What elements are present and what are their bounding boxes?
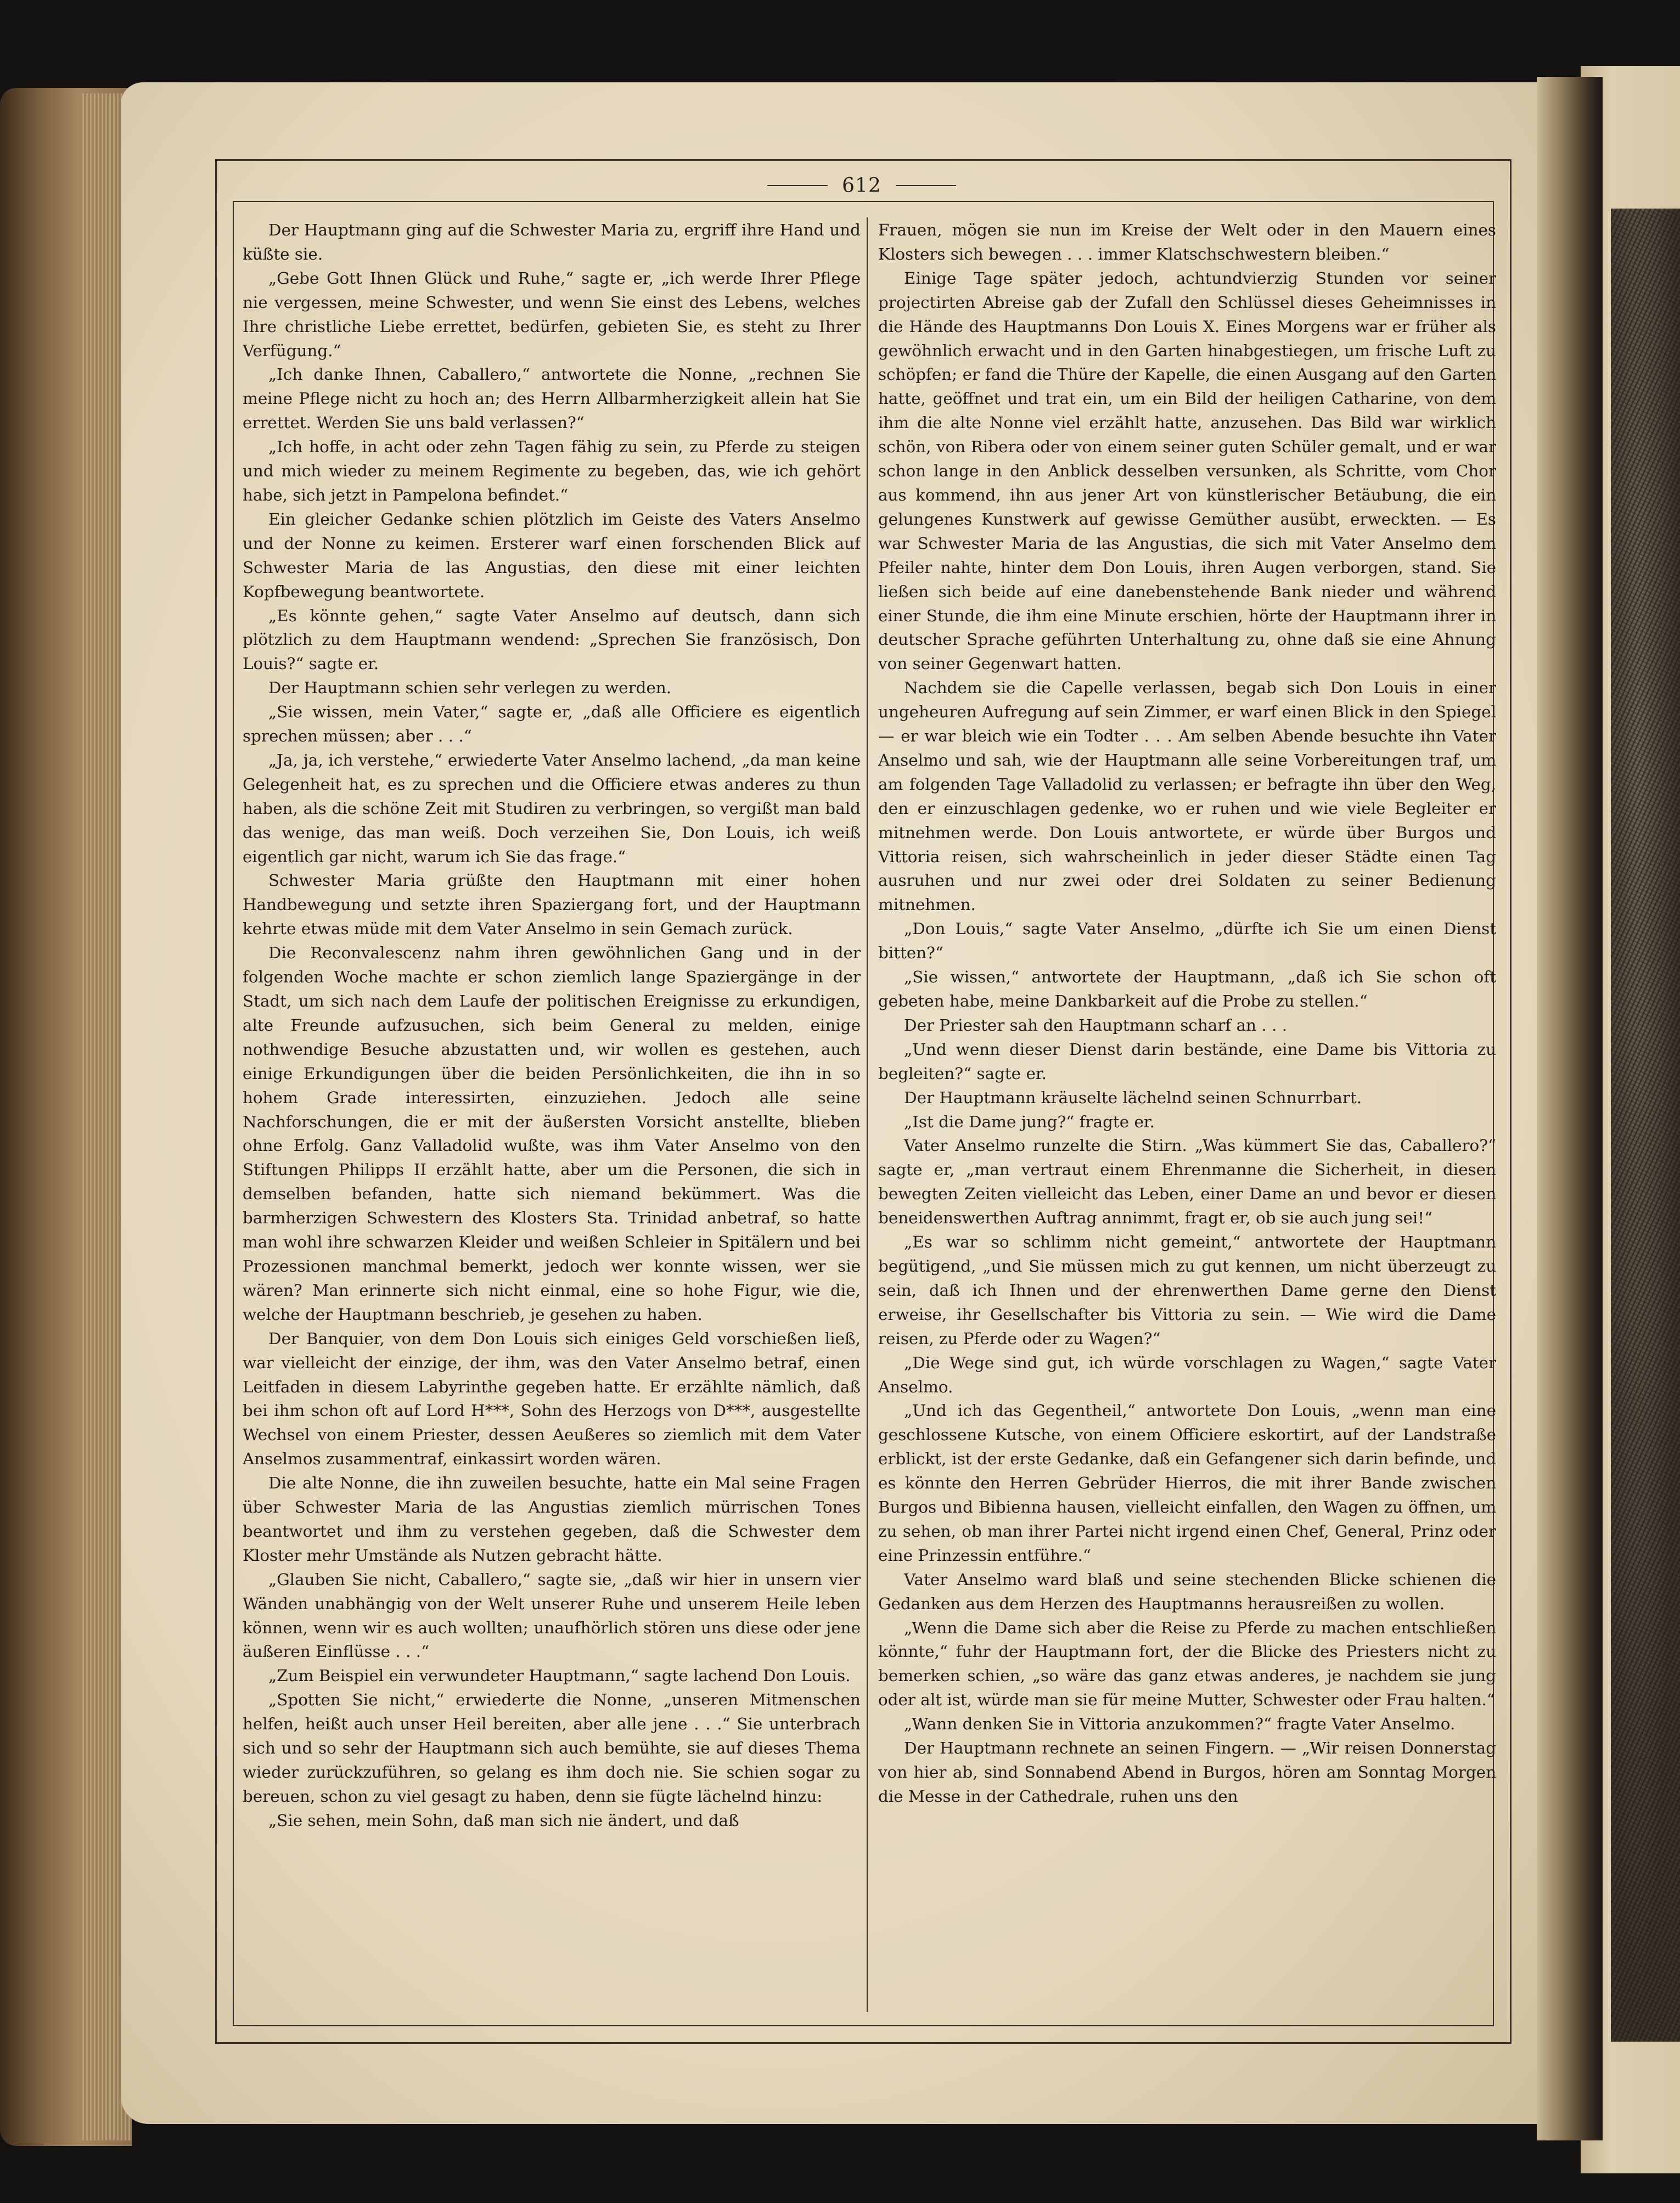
paragraph-continued: Frauen, mögen sie nun im Kreise der Welt oder in den Mauern eines Klosters sich bewegen . . . immer Klatschschwestern bleiben.“ [878,221,1496,263]
page-header [746,175,977,196]
paragraph: „Sie wissen,“ antwortete der Hauptmann, „daß ich Sie schon oft gebeten habe, meine Dankbarkeit auf die Probe zu stellen.“ [878,968,1496,1010]
paragraph: Schwester Maria grüßte den Hauptmann mit einer hohen Handbewegung und setzte ihren Spaziergang fort, und der Hauptmann kehrte etwas müde mit dem Vater Anselmo in sein Gemach zurück. [243,871,861,938]
header-rule-right [896,185,956,186]
paragraph: „Und ich das Gegentheil,“ antwortete Don Louis, „wenn man eine geschlossene Kutsche, von einem Officiere eskortirt, auf der Landstraße erblickt, ist der erste Gedanke, daß ein Gefangener sich darin befinde, und es könnte den Herren Gebrüder Hierros, die mit ihrer Bande zwischen Burgos und Bibienna hausen, vielleicht einfallen, den Wagen zu öffnen, um zu sehen, ob man ihrer Partei nicht irgend einen Chef, General, Prinz oder eine Prinzessin entführe.“ [878,1401,1496,1565]
text-column-right [878,218,1496,2013]
paragraph: Der Priester sah den Hauptmann scharf an . . . [904,1015,1288,1035]
paragraph: „Zum Beispiel ein verwundeter Hauptmann,“ sagte lachend Don Louis. [268,1666,851,1685]
page-number: 612 [842,174,881,197]
text-column-left [243,218,861,2013]
column-divider [867,217,868,2012]
paragraph: „Die Wege sind gut, ich würde vorschlagen zu Wagen,“ sagte Vater Anselmo. [878,1353,1496,1396]
engraving-illustration [1611,209,1680,2042]
paragraph: Nachdem sie die Capelle verlassen, begab sich Don Louis in einer ungeheuren Aufregung auf sein Zimmer, er warf einen Blick in den Spiegel — er war bleich wie ein Todter . . . Am selben Abende besuchte ihn Vater Anselmo und sah, wie der Hauptmann alle seine Vorbereitungen traf, um am folgenden Tage Valladolid zu verlassen; er befragte ihn über den Weg, den er einzuschlagen gedenke, wo er ruhen und wie viele Begleiter er mitnehmen werde. Don Louis antwortete, er würde über Burgos und Vittoria reisen, sich wahrscheinlich in jeder dieser Städte einen Tag ausruhen und nur zwei oder drei Soldaten zu seiner Bedienung mitnehmen. [878,678,1496,914]
paragraph: Der Hauptmann schien sehr verlegen zu werden. [268,678,672,698]
paragraph: „Ich danke Ihnen, Caballero,“ antwortete die Nonne, „rechnen Sie meine Pflege nicht zu hoch an; des Herrn Allbarmherzigkeit allein hat Sie errettet. Werden Sie uns bald verlassen?“ [243,365,861,432]
paragraph: Vater Anselmo runzelte die Stirn. „Was kümmert Sie das, Caballero?“ sagte er, „man vertraut einem Ehrenmanne die Sicherheit, in diesen bewegten Zeiten vielleicht das Leben, einer Dame an und bevor er diesen beneidenswerthen Auftrag annimmt, fragt er, ob sie auch jung sei!“ [878,1136,1496,1228]
paragraph: „Und wenn dieser Dienst darin bestände, eine Dame bis Vittoria zu begleiten?“ sagte er. [878,1039,1496,1083]
paragraph: „Es könnte gehen,“ sagte Vater Anselmo auf deutsch, dann sich plötzlich zu dem Hauptmann wendend: „Sprechen Sie französisch, Don Louis?“ sagte er. [243,606,861,673]
paragraph: Einige Tage später jedoch, achtundvierzig Stunden vor seiner projectirten Abreise gab der Zufall den Schlüssel dieses Geheimnisses in die Hände des Hauptmanns Don Louis X. Eines Morgens war er früher als gewöhnlich erwacht und in den Garten hinabgestiegen, um frische Luft zu schöpfen; er fand die Thüre der Kapelle, die einen Ausgang auf den Garten hatte, geöffnet und trat ein, um ein Bild der heiligen Catharine, von dem ihm die alte Nonne viel erzählt hatte, anzusehen. Das Bild war wirklich schön, von Ribera oder von einem seiner guten Schüler gemalt, und er war schon lange in den Anblick desselben versunken, als Schritte, vom Chor aus kommend, ihn aus jener Art von künstlerischer Betäubung, die ein gelungenes Kunstwerk auf gewisse Gemüther ausübt, erweckten. — Es war Schwester Maria de las Angustias, die sich mit Vater Anselmo dem Pfeiler nahte, hinter dem Don Louis, ihren Augen verborgen, stand. Sie ließen sich beide auf eine danebenstehende Bank nieder und während einer Stunde, die ihm eine Minute erschien, hörte der Hauptmann ihrer in deutscher Sprache geführten Unterhaltung zu, ohne daß sie eine Ahnung von seiner Gegenwart hatten. [878,268,1496,673]
paragraph: Die Reconvalescenz nahm ihren gewöhnlichen Gang und in der folgenden Woche machte er schon ziemlich lange Spaziergänge in der Stadt, um sich nach dem Laufe der politischen Ereignisse zu erkundigen, alte Freunde aufzusuchen, sich beim General zu melden, einige nothwendige Besuche abzustatten und, wir wollen es gestehen, auch einige Erkundigungen über die beiden Persönlichkeiten, die ihn in so hohem Grade interessirten, einzuziehen. Jedoch alle seine Nachforschungen, die er mit der äußersten Vorsicht anstellte, blieben ohne Erfolg. Ganz Valladolid wußte, was ihm Vater Anselmo von den Stiftungen Philipps II erzählt hatte, aber um die Personen, die sich in demselben befanden, hatte sich niemand bekümmert. Was die barmherzigen Schwestern des Klosters Sta. Trinidad anbetraf, so hatte man wohl ihre schwarzen Kleider und weißen Schleier in Spitälern und bei Prozessionen manchmal bemerkt, jedoch wer konnte wissen, wer sie wären? Man erinnerte sich nicht einmal, eine so hohe Figur, wie die, welche der Hauptmann beschrieb, je gesehen zu haben. [243,943,861,1324]
paragraph: Der Hauptmann ging auf die Schwester Maria zu, ergriff ihre Hand und küßte sie. [243,221,861,263]
book-gutter [1537,77,1603,2140]
paragraph: „Gebe Gott Ihnen Glück und Ruhe,“ sagte er, „ich werde Ihrer Pflege nie vergessen, meine Schwester, und wenn Sie einst des Lebens, welches Ihre christliche Liebe errettet, bedürfen, gebieten Sie, es steht zu Ihrer Verfügung.“ [243,268,861,360]
paragraph: „Ja, ja, ich verstehe,“ erwiederte Vater Anselmo lachend, „da man keine Gelegenheit hat, es zu sprechen und die Officiere etwas anderes zu thun haben, als die schöne Zeit mit Studiren zu verbringen, so vergißt man bald das wenige, das man weiß. Doch verzeihen Sie, Don Louis, ich weiß eigentlich gar nicht, warum ich Sie das frage.“ [243,750,861,866]
paragraph: „Wann denken Sie in Vittoria anzukommen?“ fragte Vater Anselmo. [904,1715,1456,1734]
paragraph: Die alte Nonne, die ihn zuweilen besuchte, hatte ein Mal seine Fragen über Schwester Maria de las Angustias ziemlich mürrischen Tones beantwortet und ihm zu verstehen gegeben, daß die Schwester dem Kloster mehr Umstände als Nutzen gebracht hätte. [243,1474,861,1565]
paragraph: Der Banquier, von dem Don Louis sich einiges Geld vorschießen ließ, war vielleicht der einzige, der ihm, was den Vater Anselmo betraf, einen Leitfaden in diesem Labyrinthe gegeben hatte. Er erzählte nämlich, daß bei ihm schon oft auf Lord H***, Sohn des Herzogs von D***, ausgestellte Wechsel von einem Priester, dessen Aeußeres so ziemlich mit dem Vater Anselmos zusammentraf, einkassirt worden wären. [243,1329,861,1469]
paragraph: „Sie wissen, mein Vater,“ sagte er, „daß alle Officiere es eigentlich sprechen müssen; aber . . .“ [243,703,861,746]
paragraph: Ein gleicher Gedanke schien plötzlich im Geiste des Vaters Anselmo und der Nonne zu keimen. Ersterer warf einen forschenden Blick auf Schwester Maria de las Angustias, den diese mit einer leichten Kopfbewegung beantwortete. [243,509,861,601]
paragraph: „Ist die Dame jung?“ fragte er. [904,1112,1155,1131]
paragraph: „Don Louis,“ sagte Vater Anselmo, „dürfte ich Sie um einen Dienst bitten?“ [878,919,1496,963]
paragraph: Vater Anselmo ward blaß und seine stechenden Blicke schienen die Gedanken aus dem Herzen des Hauptmanns herausreißen zu wollen. [878,1570,1496,1613]
paragraph: „Es war so schlimm nicht gemeint,“ antwortete der Hauptmann begütigend, „und Sie müssen mich zu gut kennen, um nicht überzeugt zu sein, daß ich Ihnen und der ehrenwerthen Dame gerne den Dienst erweise, ihr Gesellschafter bis Vittoria zu sein. — Wie wird die Dame reisen, zu Pferde oder zu Wagen?“ [878,1233,1496,1348]
paragraph: Der Hauptmann rechnete an seinen Fingern. — „Wir reisen Donnerstag von hier ab, sind Sonnabend Abend in Burgos, hören am Sonntag Morgen die Messe in der Cathedrale, ruhen uns den [878,1739,1496,1806]
paragraph: „Spotten Sie nicht,“ erwiederte die Nonne, „unseren Mitmenschen helfen, heißt auch unser Heil bereiten, aber alle jene . . .“ Sie unterbrach sich und so sehr der Hauptmann sich auch bemühte, sie auf dieses Thema wieder zurückzuführen, so gelang es ihm doch nie. Sie schien sogar zu bereuen, schon zu viel gesagt zu haben, denn sie fügte lächelnd hinzu: [243,1690,861,1806]
paragraph: „Sie sehen, mein Sohn, daß man sich nie ändert, und daß [268,1811,739,1830]
paragraph: „Wenn die Dame sich aber die Reise zu Pferde zu machen entschließen könnte,“ fuhr der Hauptmann fort, der die Blicke des Priesters nicht zu bemerken schien, „so wäre das ganz etwas anderes, je nachdem sie jung oder alt ist, würde man sie für meine Mutter, Schwester oder Frau halten.“ [878,1618,1496,1710]
paragraph: „Glauben Sie nicht, Caballero,“ sagte sie, „daß wir hier in unsern vier Wänden unabhängig von der Welt unserer Ruhe und unserem Heile leben können, wenn wir es auch wollten; unaufhörlich stören uns diese oder jene äußeren Einflüsse . . .“ [243,1570,861,1661]
paragraph: „Ich hoffe, in acht oder zehn Tagen fähig zu sein, zu Pferde zu steigen und mich wieder zu meinem Regimente zu begeben, das, wie ich gehört habe, sich jetzt in Pampelona befindet.“ [243,437,861,504]
paragraph: Der Hauptmann kräuselte lächelnd seinen Schnurrbart. [904,1088,1362,1107]
header-rule-left [767,185,828,186]
